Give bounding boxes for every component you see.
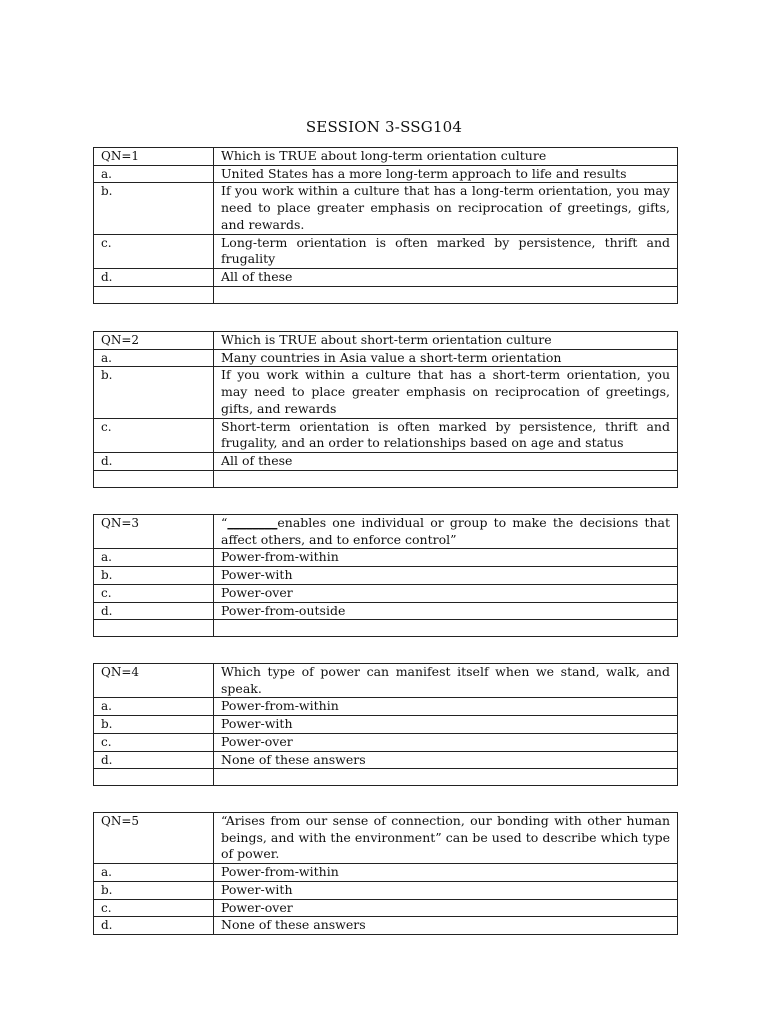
question-table-2	[93, 331, 678, 488]
question-text: Which type of power can manifest itself when we stand, walk, and speak.	[214, 664, 678, 698]
empty-cell	[214, 470, 678, 487]
question-number: QN=4	[94, 664, 214, 698]
option-key: d.	[94, 602, 214, 620]
option-key: a.	[94, 864, 214, 882]
question-text: Which is TRUE about short-term orientation culture	[214, 332, 678, 350]
option-key: c.	[94, 899, 214, 917]
option-key: d.	[94, 917, 214, 935]
empty-cell	[94, 769, 214, 786]
option-key: c.	[94, 418, 214, 452]
option-key: b.	[94, 881, 214, 899]
option-key: d.	[94, 268, 214, 286]
question-table-5	[93, 812, 678, 935]
option-text: Power-from-within	[214, 864, 678, 882]
option-row	[94, 698, 678, 716]
option-row	[94, 602, 678, 620]
option-key: d.	[94, 751, 214, 769]
question-row	[94, 332, 678, 350]
option-row	[94, 716, 678, 734]
option-key: c.	[94, 584, 214, 602]
option-row	[94, 751, 678, 769]
question-text-rest: enables one individual or group to make the decisions that affect others, and to enforce control”	[221, 515, 670, 547]
question-number: QN=1	[94, 148, 214, 166]
question-row	[94, 664, 678, 698]
empty-row	[94, 769, 678, 786]
option-key: d.	[94, 452, 214, 470]
option-text: None of these answers	[214, 917, 678, 935]
option-row	[94, 183, 678, 234]
option-text: Long-term orientation is often marked by persistence, thrift and frugality	[214, 234, 678, 268]
option-text: Power-with	[214, 567, 678, 585]
option-row	[94, 899, 678, 917]
empty-cell	[94, 286, 214, 303]
empty-row	[94, 620, 678, 637]
empty-row	[94, 470, 678, 487]
question-row	[94, 148, 678, 166]
option-row	[94, 549, 678, 567]
option-text: Short-term orientation is often marked by persistence, thrift and frugality, and an order to relationships based on age and status	[214, 418, 678, 452]
option-text: Power-from-within	[214, 698, 678, 716]
option-row	[94, 452, 678, 470]
option-text: If you work within a culture that has a short-term orientation, you may need to place greater emphasis on reciprocation of greetings, gifts, and rewards	[214, 367, 678, 418]
option-key: b.	[94, 716, 214, 734]
option-text: All of these	[214, 452, 678, 470]
empty-row	[94, 286, 678, 303]
option-text: All of these	[214, 268, 678, 286]
option-key: a.	[94, 698, 214, 716]
option-row	[94, 268, 678, 286]
question-number: QN=3	[94, 515, 214, 549]
option-text: If you work within a culture that has a long-term orientation, you may need to place greater emphasis on reciprocation of greetings, gifts, and rewards.	[214, 183, 678, 234]
option-key: b.	[94, 183, 214, 234]
option-text: None of these answers	[214, 751, 678, 769]
option-text: Power-over	[214, 733, 678, 751]
option-row	[94, 349, 678, 367]
empty-cell	[214, 620, 678, 637]
empty-cell	[214, 769, 678, 786]
option-text: Power-with	[214, 716, 678, 734]
empty-cell	[94, 470, 214, 487]
option-row	[94, 733, 678, 751]
question-text: “Arises from our sense of connection, our bonding with other human beings, and with the environment” can be used to describe which type of power.	[214, 813, 678, 864]
option-key: a.	[94, 349, 214, 367]
fill-in-blank: ________	[227, 515, 278, 530]
option-text: Power-from-outside	[214, 602, 678, 620]
option-text: Power-with	[214, 881, 678, 899]
option-row	[94, 584, 678, 602]
option-row	[94, 567, 678, 585]
question-text: Which is TRUE about long-term orientation culture	[214, 148, 678, 166]
option-row	[94, 864, 678, 882]
option-key: a.	[94, 549, 214, 567]
option-key: c.	[94, 733, 214, 751]
question-text	[214, 515, 678, 549]
option-key: c.	[94, 234, 214, 268]
question-number: QN=5	[94, 813, 214, 864]
page-title: SESSION 3-SSG104	[305, 118, 463, 136]
option-text: United States has a more long-term approach to life and results	[214, 165, 678, 183]
empty-cell	[214, 286, 678, 303]
option-text: Power-over	[214, 584, 678, 602]
question-table-4	[93, 663, 678, 786]
option-text: Power-over	[214, 899, 678, 917]
option-text: Power-from-within	[214, 549, 678, 567]
quote-open: “	[221, 515, 228, 530]
question-row	[94, 515, 678, 549]
option-key: b.	[94, 367, 214, 418]
option-row	[94, 418, 678, 452]
option-row	[94, 165, 678, 183]
option-row	[94, 367, 678, 418]
option-row	[94, 234, 678, 268]
question-table-3	[93, 514, 678, 637]
empty-cell	[94, 620, 214, 637]
option-row	[94, 881, 678, 899]
option-row	[94, 917, 678, 935]
option-key: a.	[94, 165, 214, 183]
question-table-1	[93, 147, 678, 304]
question-row	[94, 813, 678, 864]
option-key: b.	[94, 567, 214, 585]
question-number: QN=2	[94, 332, 214, 350]
option-text: Many countries in Asia value a short-term orientation	[214, 349, 678, 367]
